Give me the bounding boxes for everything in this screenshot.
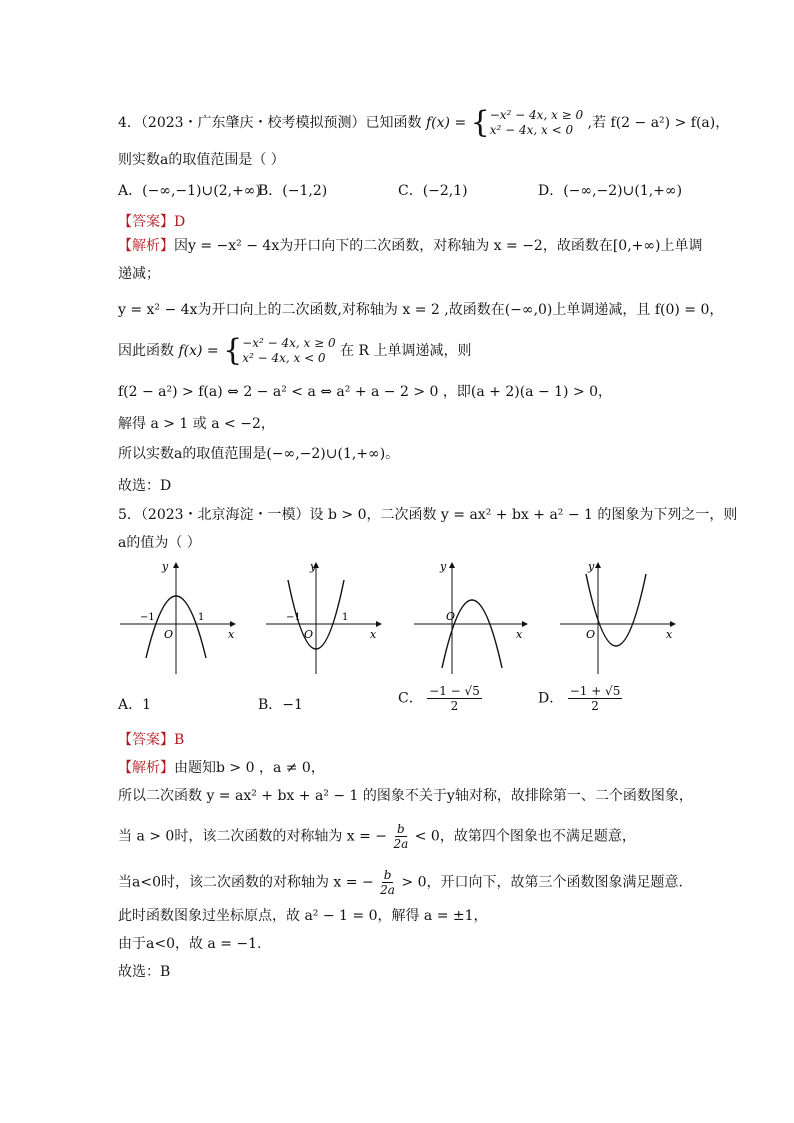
q4-analysis-tag: 【解析】 bbox=[118, 238, 174, 254]
origin-label: O bbox=[164, 628, 174, 641]
y-axis-arrow bbox=[173, 562, 179, 568]
tick-1: 1 bbox=[198, 612, 205, 623]
q5-stem-line1: 5．（2023・北京海淀・一模）设 b > 0，二次函数 y = ax² + bx + a² − 1 的图象为下列之一，则 bbox=[118, 507, 738, 523]
q4-answer-tag: 【答案】 bbox=[118, 214, 174, 230]
axis-x-label: x bbox=[666, 628, 673, 641]
q4-case1: −x² − 4x, x ≥ 0 bbox=[489, 108, 584, 122]
q4-stem-prefix: 4．（2023・广东肇庆・校考模拟预测）已知函数 bbox=[118, 115, 422, 131]
q4-option-a: A．(−∞,−1)∪(2,+∞) bbox=[118, 183, 261, 199]
q4-analysis-line5: f(2 − a²) > f(a) ⇔ 2 − a² < a ⇔ a² + a − 2 > 0 ，即(a + 2)(a − 1) > 0， bbox=[118, 384, 613, 400]
q4-answer-value: D bbox=[174, 214, 186, 230]
q5-option-c-label: C． bbox=[398, 690, 423, 707]
q4-analysis-text1: 因y = −x² − 4x为开口向下的二次函数，对称轴为 x = −2，故函数在[0,+∞)上单调 bbox=[174, 238, 703, 254]
q5-analysis-line3-fraction bbox=[392, 822, 411, 851]
q5-answer bbox=[118, 730, 184, 750]
x-axis-arrow bbox=[230, 621, 236, 627]
q5-analysis-line4-numerator: b bbox=[383, 868, 392, 882]
q5-graph-3 bbox=[410, 558, 532, 678]
y-axis-arrow bbox=[449, 562, 455, 568]
axis-y-label: y bbox=[440, 560, 447, 573]
q4-analysis-line8: 故选：D bbox=[118, 478, 172, 494]
x-axis-arrow bbox=[670, 621, 676, 627]
origin-label: O bbox=[586, 628, 596, 641]
q4-analysis-function-name: f(x) = bbox=[178, 343, 219, 359]
q4-analysis-line6: 解得 a > 1 或 a < −2， bbox=[118, 416, 275, 432]
q5-graph-1 bbox=[118, 558, 240, 678]
q4-piecewise: { −x² − 4x, x ≥ 0 x² − 4x, x < 0 bbox=[470, 105, 584, 140]
q4-stem-line2: 则实数a的取值范围是（ ） bbox=[118, 152, 285, 168]
q5-analysis-line4-prefix: 当a<0时，该二次函数的对称轴为 x = − bbox=[118, 874, 374, 891]
q5-option-d-fraction bbox=[568, 684, 623, 713]
q5-option-d bbox=[538, 684, 622, 713]
q4-function-name: f(x) = bbox=[426, 115, 467, 131]
q5-analysis-line3 bbox=[118, 822, 636, 851]
q5-analysis-line3-numerator: b bbox=[397, 822, 405, 836]
q4-answer bbox=[118, 212, 185, 232]
q4-analysis-line4 bbox=[118, 333, 472, 368]
q5-analysis-line6: 由于a<0，故 a = −1. bbox=[118, 936, 262, 952]
tick-neg1: −1 bbox=[140, 612, 155, 623]
q5-analysis-line5: 此时函数图象过坐标原点，故 a² − 1 = 0，解得 a = ±1， bbox=[118, 908, 488, 924]
tick-neg1: −1 bbox=[286, 612, 301, 623]
q4-case2: x² − 4x, x < 0 bbox=[489, 123, 574, 137]
q4-analysis-suffix: 在 R 上单调递减，则 bbox=[340, 343, 472, 359]
q5-analysis-line4-suffix: > 0，开口向下，故第三个函数图象满足题意. bbox=[401, 874, 683, 891]
q5-option-d-label: D． bbox=[538, 690, 564, 707]
q4-stem-line1 bbox=[118, 105, 730, 140]
q5-option-d-numerator: −1 + √5 bbox=[569, 684, 621, 698]
q5-analysis-line7: 故选：B bbox=[118, 964, 171, 980]
origin-label: O bbox=[304, 628, 314, 641]
q5-graph-4 bbox=[556, 558, 680, 678]
q4-analysis-line1 bbox=[118, 236, 703, 256]
x-axis-arrow bbox=[376, 621, 382, 627]
q5-analysis-line1 bbox=[118, 758, 325, 778]
axis-x-label: x bbox=[516, 628, 523, 641]
q5-analysis-tag: 【解析】 bbox=[118, 760, 174, 776]
q4-option-d: D．(−∞,−2)∪(1,+∞) bbox=[538, 183, 683, 199]
tick-1: 1 bbox=[342, 612, 349, 623]
axis-y-label: y bbox=[588, 560, 595, 573]
axis-x-label: x bbox=[370, 628, 377, 641]
q5-graph-2 bbox=[264, 558, 386, 678]
q5-answer-tag: 【答案】 bbox=[118, 732, 174, 748]
q5-analysis-line2: 所以二次函数 y = ax² + bx + a² − 1 的图象不关于y轴对称，故排除第一、二个函数图象， bbox=[118, 788, 693, 804]
q5-option-c-denominator: 2 bbox=[450, 699, 459, 713]
q4-analysis-line2: 递减； bbox=[118, 266, 160, 282]
axis-y-label: y bbox=[162, 560, 169, 573]
axis-x-label: x bbox=[228, 628, 235, 641]
y-axis-arrow bbox=[595, 562, 601, 568]
q4-option-c: C．(−2,1) bbox=[398, 183, 468, 199]
q4-option-b: B．(−1,2) bbox=[258, 183, 328, 199]
q5-option-c bbox=[398, 684, 482, 713]
q4-analysis-piecewise: { −x² − 4x, x ≥ 0 x² − 4x, x < 0 bbox=[223, 333, 336, 368]
q5-option-c-fraction bbox=[427, 684, 482, 713]
q4-analysis-case1: −x² − 4x, x ≥ 0 bbox=[242, 336, 336, 350]
q4-analysis-line3: y = x² − 4x为开口向上的二次函数,对称轴为 x = 2 ,故函数在(−∞,0)上单调递减，且 f(0) = 0， bbox=[118, 302, 724, 318]
axis-y-label: y bbox=[310, 560, 317, 573]
q5-option-b: B．−1 bbox=[258, 697, 303, 713]
q5-analysis-line4-denominator: 2a bbox=[380, 883, 395, 897]
q4-analysis-case2: x² − 4x, x < 0 bbox=[242, 351, 326, 365]
x-axis-arrow bbox=[522, 621, 528, 627]
q4-analysis-prefix: 因此函数 bbox=[118, 343, 174, 359]
q5-analysis-line4 bbox=[118, 868, 683, 897]
q5-analysis-line3-suffix: < 0，故第四个图象也不满足题意， bbox=[414, 828, 636, 845]
q4-analysis-line7: 所以实数a的取值范围是(−∞,−2)∪(1,+∞)。 bbox=[118, 446, 400, 462]
q4-condition: ,若 f(2 − a²) > f(a)， bbox=[587, 115, 730, 131]
origin-label: O bbox=[446, 610, 456, 623]
q5-option-d-denominator: 2 bbox=[591, 699, 599, 713]
q5-option-c-numerator: −1 − √5 bbox=[429, 684, 480, 698]
q5-option-a: A．1 bbox=[118, 697, 152, 713]
q5-analysis-text1: 由题知b > 0 ，a ≠ 0， bbox=[174, 760, 325, 776]
q5-stem-line2: a的值为（ ） bbox=[118, 535, 201, 551]
q5-analysis-line3-prefix: 当 a > 0时，该二次函数的对称轴为 x = − bbox=[118, 828, 388, 845]
q5-answer-value: B bbox=[174, 732, 185, 748]
q5-analysis-line4-fraction bbox=[378, 868, 397, 897]
q5-analysis-line3-denominator: 2a bbox=[393, 837, 409, 851]
